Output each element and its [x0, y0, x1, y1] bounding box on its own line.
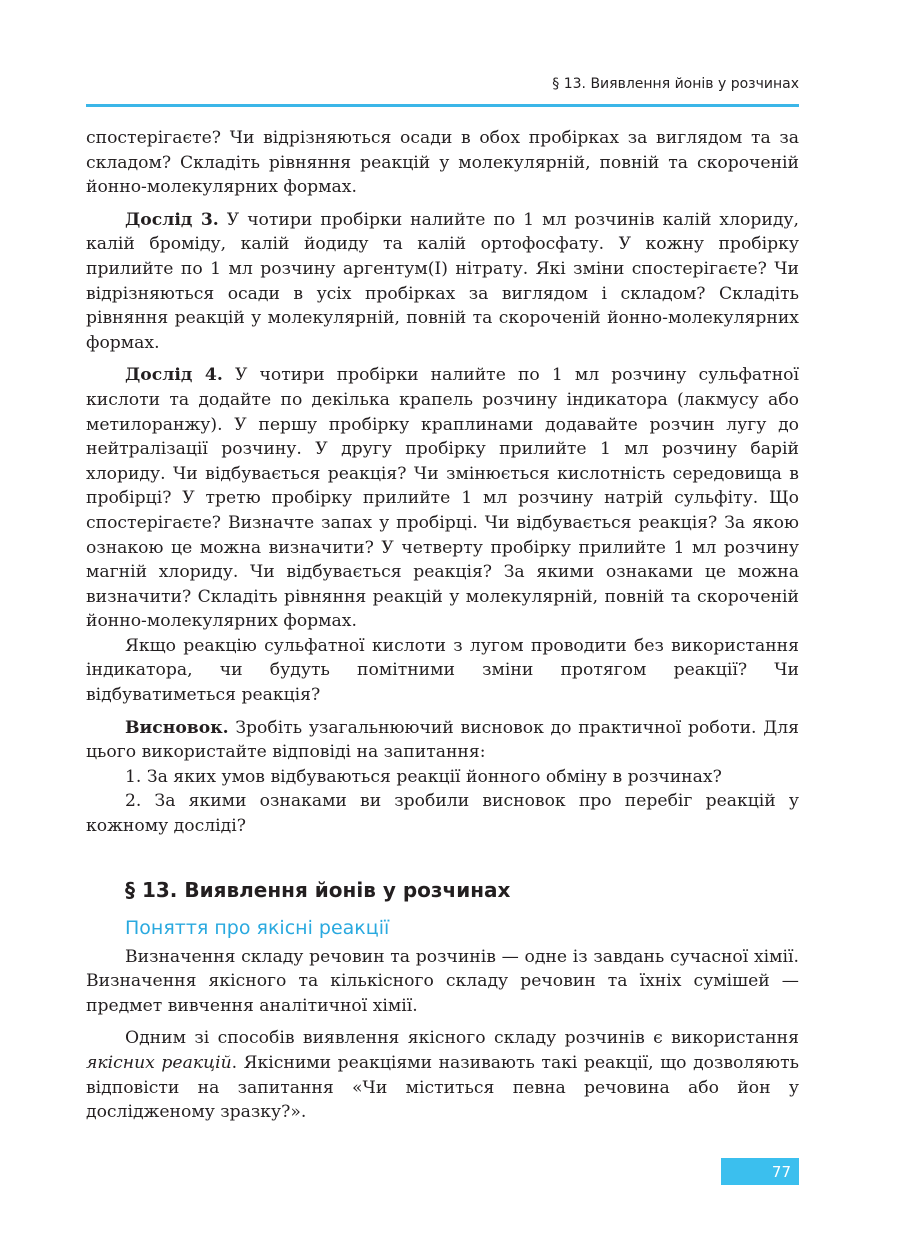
paragraph-experiment-4	[86, 363, 799, 634]
conclusion-text: Зробіть узагальнюючий висновок до практичної роботи. Для цього використайте відповіді на запитання:	[86, 717, 799, 763]
paragraph-continuation: спостерігаєте? Чи відрізняються осади в обох пробірках за виглядом та за складом? Складіть рівняння реакцій у молекулярній, повній та скороченій йонно-молекулярних формах.	[86, 128, 799, 198]
paragraph-conclusion	[86, 716, 799, 765]
header-rule	[86, 104, 799, 107]
paragraph-experiment-3	[86, 208, 799, 356]
subsection-title: Поняття про якісні реакції	[125, 916, 390, 939]
experiment-4-label: Дослід 4.	[125, 365, 223, 386]
paragraph-indicator-question: Якщо реакцію сульфатної кислоти з лугом проводити без використання індикатора, чи будуть помітними зміни протягом реакції? Чи відбуватиметься реакція?	[86, 635, 799, 706]
section-2-text-a: Одним зі способів виявлення якісного складу розчинів є використання	[125, 1028, 799, 1049]
page-content	[86, 126, 799, 1125]
section-2-text-b: . Якісними реакціями називають такі реакції, що дозволяють відповісти на запитання «Чи міститься певна речовина або йон у дослідженому зразку?».	[86, 1053, 799, 1123]
experiment-3-label: Дослід 3.	[125, 209, 219, 230]
section-title: § 13. Виявлення йонів у розчинах	[125, 877, 511, 902]
experiment-3-text: У чотири пробірки налийте по 1 мл розчинів калій хлориду, калій броміду, калій йодиду та калій ортофосфату. У кожну пробірку прилийте по 1 мл розчину аргентум(I) нітрату. Які зміни спостерігаєте? Чи відрізняються осади в усіх пробірках за виглядом і складом? Складіть рівняння реакцій у молекулярній, повній та скороченій йонно-молекулярних формах.	[86, 209, 799, 353]
page-number: 77	[721, 1158, 799, 1185]
conclusion-label: Висновок.	[125, 717, 229, 738]
qualitative-reactions-term: якісних реакцій	[86, 1053, 232, 1073]
question-2: 2. За якими ознаками ви зробили висновок про перебіг реакцій у кожному досліді?	[86, 791, 799, 837]
paragraph-section-1: Визначення складу речовин та розчинів — одне із завдань сучасної хімії. Визначення якісного та кількісного складу речовин та їхніх сумішей — предмет вивчення аналітичної хімії.	[86, 946, 799, 1016]
paragraph-section-2	[86, 1026, 799, 1124]
running-head: § 13. Виявлення йонів у розчинах	[552, 76, 799, 92]
experiment-4-text: У чотири пробірки налийте по 1 мл розчину сульфатної кислоти та додайте по декілька крапель розчину індикатора (лакмусу або метилоранжу). У першу пробірку краплинами додавайте розчин лугу до нейтралізації розчину. У другу пробірку прилийте 1 мл розчину барій хлориду. Чи відбувається реакція? Чи змінюється кислотність середовища в пробірці? У третю пробірку прилийте 1 мл розчину натрій сульфіту. Що спостерігаєте? Визначте запах у пробірці. Чи відбувається реакція? За якою ознакою це можна визначити? У четверту пробірку прилийте 1 мл розчину магній хлориду. Чи відбувається реакція? За якими ознаками це можна визначити? Складіть рівняння реакцій у молекулярній, повній та скороченій йонно-молекулярних формах.	[86, 365, 799, 632]
question-1: 1. За яких умов відбуваються реакції йонного обміну в розчинах?	[125, 766, 722, 787]
